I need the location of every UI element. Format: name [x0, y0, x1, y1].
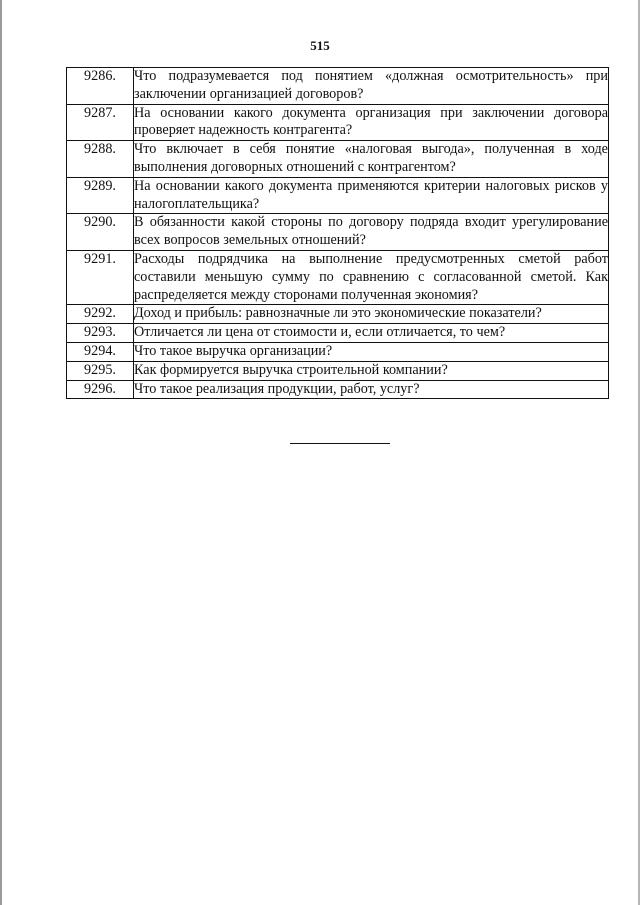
question-number: 9286.	[67, 68, 134, 105]
table-row	[67, 380, 609, 399]
table-row	[67, 214, 609, 251]
table-row	[67, 141, 609, 178]
question-number: 9296.	[67, 380, 134, 399]
question-text: Доход и прибыль: равнозначные ли это экономические показатели?	[134, 305, 609, 324]
question-text: Расходы подрядчика на выполнение предусмотренных сметой работ составили меньшую сумму по сравнению с согласованной сметой. Как распределяется между сторонами полученная экономия?	[134, 250, 609, 304]
question-number: 9295.	[67, 361, 134, 380]
table-row	[67, 68, 609, 105]
question-text: Что такое реализация продукции, работ, услуг?	[134, 380, 609, 399]
question-text: Отличается ли цена от стоимости и, если отличается, то чем?	[134, 324, 609, 343]
question-number: 9289.	[67, 177, 134, 214]
question-number: 9290.	[67, 214, 134, 251]
question-number: 9287.	[67, 104, 134, 141]
question-text: Что такое выручка организации?	[134, 342, 609, 361]
question-text: На основании какого документа организация при заключении договора проверяет надежность контрагента?	[134, 104, 609, 141]
table-row	[67, 342, 609, 361]
page-number: 515	[310, 38, 330, 53]
question-text: Что включает в себя понятие «налоговая выгода», полученная в ходе выполнения договорных отношений с контрагентом?	[134, 141, 609, 178]
table-row	[67, 104, 609, 141]
table-row	[67, 177, 609, 214]
table-row	[67, 305, 609, 324]
table-row	[67, 250, 609, 304]
question-text: В обязанности какой стороны по договору подряда входит урегулирование всех вопросов земельных отношений?	[134, 214, 609, 251]
table-row	[67, 361, 609, 380]
question-number: 9288.	[67, 141, 134, 178]
scan-edge-left	[0, 0, 2, 905]
question-number: 9292.	[67, 305, 134, 324]
table-row	[67, 324, 609, 343]
question-text: На основании какого документа применяются критерии налоговых рисков у налогоплательщика?	[134, 177, 609, 214]
end-of-section-rule	[290, 443, 390, 444]
question-number: 9294.	[67, 342, 134, 361]
question-text: Что подразумевается под понятием «должная осмотрительность» при заключении организацией договоров?	[134, 68, 609, 105]
questions-table	[66, 67, 609, 399]
question-text: Как формируется выручка строительной компании?	[134, 361, 609, 380]
question-number: 9291.	[67, 250, 134, 304]
question-number: 9293.	[67, 324, 134, 343]
